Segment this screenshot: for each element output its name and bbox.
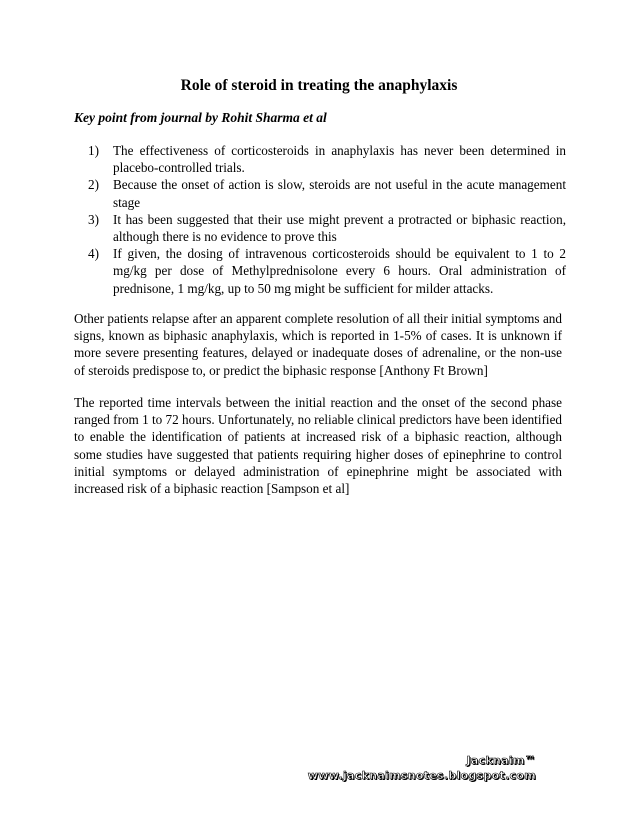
list-item xyxy=(74,142,566,176)
key-points-list xyxy=(74,142,566,297)
journal-subtitle: Key point from journal by Rohit Sharma et al xyxy=(74,110,327,125)
list-item-number: 2) xyxy=(88,177,99,193)
list-item-text: Because the onset of action is slow, steroids are not useful in the acute management stage xyxy=(113,177,566,210)
list-item xyxy=(74,211,566,245)
page-title: Role of steroid in treating the anaphylaxis xyxy=(180,77,458,94)
brand-url-watermark: www.jacknaimsnotes.blogspot.com xyxy=(307,769,536,782)
list-item-text: The effectiveness of corticosteroids in anaphylaxis has never been determined in placebo-controlled trials. xyxy=(113,143,566,176)
list-item xyxy=(74,176,566,210)
list-item xyxy=(74,245,566,297)
list-item-number: 3) xyxy=(88,211,99,227)
brand-name-watermark: Jacknaim™ xyxy=(466,754,536,767)
list-item-text: If given, the dosing of intravenous corticosteroids should be equivalent to 1 to 2 mg/kg per dose of Methylprednisolone every 6 hours. Oral administration of prednisone, 1 mg/kg, up to 50 mg might be sufficient for milder attacks. xyxy=(113,246,566,296)
list-item-number: 1) xyxy=(88,143,99,158)
paragraph-time-intervals: The reported time intervals between the initial reaction and the onset of the second phase ranged from 1 to 72 hours. Unfortunately, no reliable clinical predictors have been identified to enable the identification of patients at increased risk of a biphasic reaction, although some studies have suggested that patients requiring higher doses of epinephrine to control initial symptoms or delayed administration of epinephrine might be associated with increased risk of a biphasic reaction [Sampson et al] xyxy=(74,395,563,497)
paragraph-biphasic: Other patients relapse after an apparent complete resolution of all their initial symptoms and signs, known as biphasic anaphylaxis, which is reported in 1-5% of cases. It is unknown if more severe presenting features, delayed or inadequate doses of adrenaline, or the non-use of steroids predispose to, or predict the biphasic response [Anthony Ft Brown] xyxy=(74,311,562,378)
list-item-text: It has been suggested that their use might prevent a protracted or biphasic reaction, although there is no evidence to prove this xyxy=(113,211,566,245)
list-item-number: 4) xyxy=(88,246,99,262)
